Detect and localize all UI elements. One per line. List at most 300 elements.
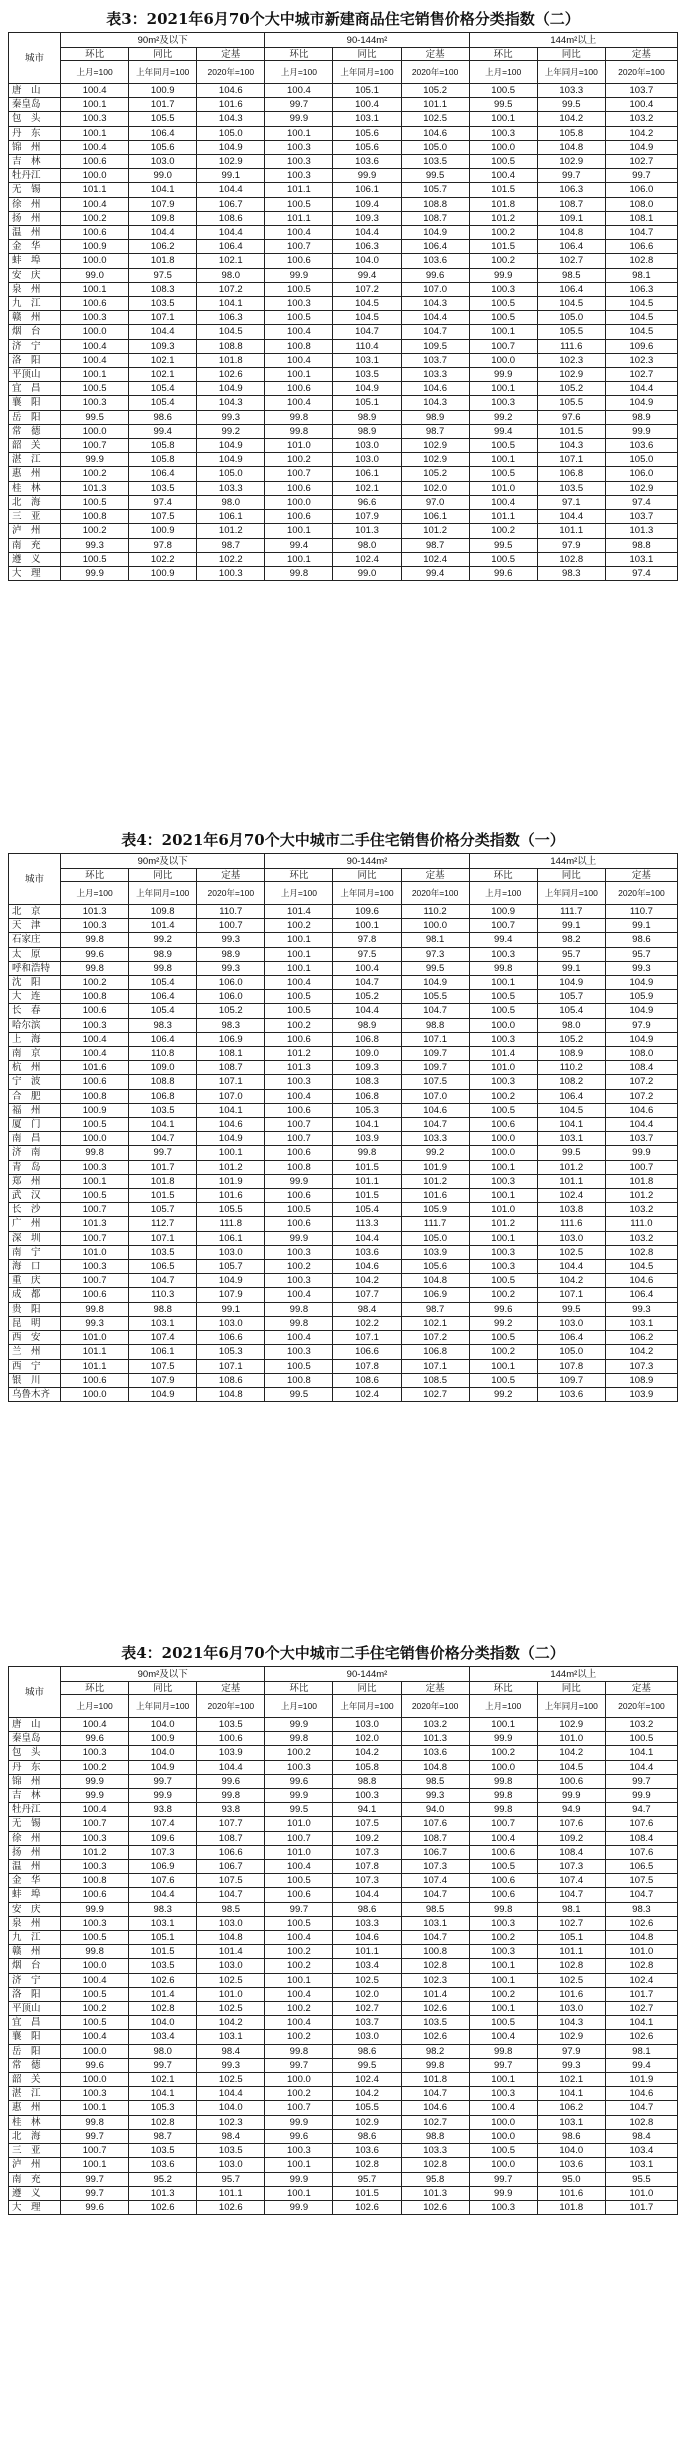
index-value: 100.5 <box>61 495 129 509</box>
index-value: 100.3 <box>265 1345 333 1359</box>
index-value: 106.6 <box>197 1845 265 1859</box>
index-value: 100.5 <box>469 84 537 98</box>
table-row <box>9 1203 678 1217</box>
index-value: 100.0 <box>61 1132 129 1146</box>
index-value: 100.9 <box>129 84 197 98</box>
city-name: 遵 义 <box>9 552 61 566</box>
index-value: 102.5 <box>537 1245 605 1259</box>
table-row <box>9 2002 678 2016</box>
city-name: 吉 林 <box>9 1789 61 1803</box>
index-value: 99.5 <box>265 1387 333 1401</box>
index-value: 97.9 <box>605 1018 677 1032</box>
index-value: 103.3 <box>333 1916 401 1930</box>
index-value: 100.1 <box>469 1973 537 1987</box>
index-value: 103.6 <box>333 2144 401 2158</box>
index-value: 97.9 <box>537 2044 605 2058</box>
index-value: 100.4 <box>61 1032 129 1046</box>
table-row <box>9 2129 678 2143</box>
index-value: 107.3 <box>401 1860 469 1874</box>
index-value: 104.1 <box>129 2087 197 2101</box>
index-value: 100.1 <box>265 552 333 566</box>
index-value: 101.0 <box>61 1245 129 1259</box>
index-value: 99.6 <box>61 2058 129 2072</box>
index-value: 102.4 <box>605 1973 677 1987</box>
index-value: 102.4 <box>401 552 469 566</box>
index-value: 101.9 <box>401 1160 469 1174</box>
index-value: 103.1 <box>605 552 677 566</box>
index-value: 99.9 <box>469 368 537 382</box>
index-value: 95.7 <box>333 2172 401 2186</box>
index-value: 100.5 <box>61 1931 129 1945</box>
index-value: 108.7 <box>197 1831 265 1845</box>
index-value: 101.4 <box>265 905 333 919</box>
index-value: 101.0 <box>265 1845 333 1859</box>
index-value: 98.3 <box>197 1018 265 1032</box>
index-value: 101.1 <box>333 1945 401 1959</box>
index-value: 99.9 <box>61 1774 129 1788</box>
index-value: 103.9 <box>401 1245 469 1259</box>
index-value: 106.9 <box>401 1288 469 1302</box>
index-value: 102.9 <box>537 368 605 382</box>
index-value: 99.6 <box>61 947 129 961</box>
index-value: 101.0 <box>605 1945 677 1959</box>
index-value: 99.3 <box>197 933 265 947</box>
index-value: 107.9 <box>197 1288 265 1302</box>
index-value: 103.9 <box>605 1387 677 1401</box>
index-value: 109.7 <box>401 1061 469 1075</box>
index-value: 100.2 <box>469 1089 537 1103</box>
index-value: 104.2 <box>333 2087 401 2101</box>
index-value: 100.3 <box>61 1746 129 1760</box>
index-value: 100.6 <box>469 1888 537 1902</box>
index-value: 104.6 <box>333 1260 401 1274</box>
index-value: 102.0 <box>333 1987 401 2001</box>
index-value: 100.3 <box>265 169 333 183</box>
city-name: 惠 州 <box>9 2101 61 2115</box>
index-value: 100.2 <box>265 1746 333 1760</box>
city-name: 深 圳 <box>9 1231 61 1245</box>
table-row <box>9 126 678 140</box>
index-value: 98.9 <box>605 410 677 424</box>
index-value: 101.5 <box>129 1945 197 1959</box>
index-value: 104.1 <box>605 1746 677 1760</box>
index-value: 100.2 <box>61 524 129 538</box>
index-value: 99.9 <box>265 112 333 126</box>
index-value: 100.2 <box>265 2002 333 2016</box>
index-value: 104.4 <box>333 1231 401 1245</box>
index-value: 100.4 <box>469 495 537 509</box>
index-value: 102.7 <box>605 2002 677 2016</box>
index-value: 99.1 <box>605 919 677 933</box>
index-value: 99.9 <box>469 1732 537 1746</box>
index-value: 99.8 <box>265 424 333 438</box>
index-value: 102.5 <box>197 2073 265 2087</box>
city-name: 成 都 <box>9 1288 61 1302</box>
city-name: 厦 门 <box>9 1118 61 1132</box>
measure-header: 环比 <box>61 869 129 882</box>
index-value: 102.7 <box>537 1916 605 1930</box>
index-value: 106.7 <box>401 1845 469 1859</box>
index-value: 100.7 <box>265 2101 333 2115</box>
index-value: 99.7 <box>265 1902 333 1916</box>
index-value: 99.0 <box>333 566 401 580</box>
city-name: 丹 东 <box>9 1760 61 1774</box>
city-name: 九 江 <box>9 1931 61 1945</box>
measure-header: 定基 <box>197 48 265 61</box>
table-row <box>9 1274 678 1288</box>
city-name: 惠 州 <box>9 467 61 481</box>
city-name: 哈尔滨 <box>9 1018 61 1032</box>
index-value: 98.3 <box>129 1018 197 1032</box>
index-value: 100.5 <box>469 467 537 481</box>
table-row <box>9 1316 678 1330</box>
measure-header: 定基 <box>401 869 469 882</box>
index-value: 100.4 <box>265 1860 333 1874</box>
city-name: 吉 林 <box>9 155 61 169</box>
index-value: 100.2 <box>469 254 537 268</box>
index-value: 106.3 <box>537 183 605 197</box>
city-name: 遵 义 <box>9 2186 61 2200</box>
index-value: 110.2 <box>401 905 469 919</box>
price-index-table <box>8 32 678 581</box>
index-value: 103.5 <box>197 2144 265 2158</box>
index-value: 104.9 <box>537 976 605 990</box>
index-value: 105.0 <box>537 1345 605 1359</box>
index-value: 106.8 <box>129 1089 197 1103</box>
index-value: 101.1 <box>61 1345 129 1359</box>
index-value: 104.7 <box>401 1931 469 1945</box>
index-value: 100.1 <box>469 325 537 339</box>
city-name: 徐 州 <box>9 197 61 211</box>
index-value: 104.1 <box>129 183 197 197</box>
index-value: 101.3 <box>605 524 677 538</box>
index-value: 100.3 <box>61 1860 129 1874</box>
base-period-header: 2020年=100 <box>605 61 677 84</box>
index-value: 101.4 <box>197 1945 265 1959</box>
index-value: 106.4 <box>401 240 469 254</box>
index-value: 98.1 <box>537 1902 605 1916</box>
index-value: 102.3 <box>401 1973 469 1987</box>
index-value: 108.2 <box>537 1075 605 1089</box>
city-name: 无 锡 <box>9 183 61 197</box>
area-group-header: 90m²及以下 <box>61 1667 265 1682</box>
index-value: 101.5 <box>129 1189 197 1203</box>
index-value: 101.2 <box>401 524 469 538</box>
base-period-header: 2020年=100 <box>401 882 469 905</box>
table-row <box>9 2058 678 2072</box>
table-row <box>9 2030 678 2044</box>
index-value: 107.5 <box>197 1874 265 1888</box>
table-row <box>9 1718 678 1732</box>
index-value: 97.4 <box>605 566 677 580</box>
index-value: 99.9 <box>265 1789 333 1803</box>
index-value: 104.7 <box>401 1118 469 1132</box>
table-row <box>9 2073 678 2087</box>
index-value: 107.6 <box>605 1845 677 1859</box>
index-value: 95.0 <box>537 2172 605 2186</box>
index-value: 112.7 <box>129 1217 197 1231</box>
index-value: 102.4 <box>333 2073 401 2087</box>
index-value: 99.4 <box>605 2058 677 2072</box>
table-row <box>9 424 678 438</box>
index-value: 104.4 <box>197 183 265 197</box>
table-row <box>9 919 678 933</box>
index-value: 104.3 <box>401 396 469 410</box>
index-value: 100.2 <box>61 1760 129 1774</box>
city-name: 金 华 <box>9 1874 61 1888</box>
index-value: 103.0 <box>333 2030 401 2044</box>
table-row <box>9 226 678 240</box>
city-name: 九 江 <box>9 297 61 311</box>
index-value: 100.4 <box>265 84 333 98</box>
index-value: 100.7 <box>61 2144 129 2158</box>
index-value: 104.9 <box>197 140 265 154</box>
index-value: 99.9 <box>265 2200 333 2214</box>
index-value: 103.0 <box>197 1916 265 1930</box>
table-row <box>9 1860 678 1874</box>
index-value: 100.2 <box>61 467 129 481</box>
index-value: 107.6 <box>129 1874 197 1888</box>
index-value: 100.4 <box>265 1288 333 1302</box>
index-value: 99.2 <box>197 424 265 438</box>
index-value: 105.2 <box>401 467 469 481</box>
index-value: 104.4 <box>197 1760 265 1774</box>
index-value: 100.4 <box>61 197 129 211</box>
base-period-header: 上月=100 <box>61 882 129 905</box>
index-value: 100.2 <box>469 1746 537 1760</box>
index-value: 107.5 <box>129 510 197 524</box>
index-value: 102.6 <box>333 2200 401 2214</box>
index-value: 103.7 <box>401 353 469 367</box>
index-value: 99.8 <box>265 1316 333 1330</box>
table-row <box>9 325 678 339</box>
index-value: 99.7 <box>129 2058 197 2072</box>
city-name: 太 原 <box>9 947 61 961</box>
index-value: 100.6 <box>265 1217 333 1231</box>
index-value: 99.7 <box>61 2186 129 2200</box>
index-value: 100.5 <box>61 1987 129 2001</box>
index-value: 103.0 <box>537 2002 605 2016</box>
index-value: 104.3 <box>197 112 265 126</box>
measure-header: 同比 <box>129 48 197 61</box>
index-value: 98.9 <box>197 947 265 961</box>
index-value: 100.3 <box>469 1260 537 1274</box>
index-value: 100.8 <box>265 339 333 353</box>
index-value: 103.1 <box>401 1916 469 1930</box>
city-name: 湛 江 <box>9 453 61 467</box>
index-value: 106.8 <box>537 467 605 481</box>
index-value: 95.5 <box>605 2172 677 2186</box>
index-value: 99.9 <box>265 1718 333 1732</box>
index-value: 100.5 <box>469 1373 537 1387</box>
index-value: 100.1 <box>469 453 537 467</box>
index-value: 100.5 <box>61 2016 129 2030</box>
index-value: 104.6 <box>333 1931 401 1945</box>
index-value: 100.2 <box>61 976 129 990</box>
table-row <box>9 197 678 211</box>
header-row-groups <box>9 33 678 48</box>
index-value: 102.1 <box>129 2073 197 2087</box>
table-row <box>9 453 678 467</box>
index-value: 110.7 <box>197 905 265 919</box>
index-value: 99.8 <box>333 1146 401 1160</box>
index-value: 100.6 <box>265 510 333 524</box>
index-value: 100.6 <box>469 1845 537 1859</box>
index-value: 104.0 <box>537 2144 605 2158</box>
area-group-header: 90m²及以下 <box>61 33 265 48</box>
index-value: 104.6 <box>605 2087 677 2101</box>
city-name: 大 理 <box>9 2200 61 2214</box>
index-value: 98.8 <box>129 1302 197 1316</box>
index-value: 100.3 <box>265 155 333 169</box>
index-value: 100.6 <box>61 1075 129 1089</box>
table-row <box>9 368 678 382</box>
measure-header: 同比 <box>537 48 605 61</box>
index-value: 98.4 <box>197 2129 265 2143</box>
index-value: 100.9 <box>129 1732 197 1746</box>
city-name: 桂 林 <box>9 2115 61 2129</box>
index-value: 104.4 <box>605 382 677 396</box>
index-value: 97.4 <box>605 495 677 509</box>
index-value: 100.1 <box>265 1973 333 1987</box>
table-row <box>9 1359 678 1373</box>
index-value: 103.0 <box>197 1959 265 1973</box>
index-value: 101.3 <box>401 1732 469 1746</box>
index-value: 102.6 <box>605 2030 677 2044</box>
index-value: 100.5 <box>61 1118 129 1132</box>
index-value: 103.8 <box>537 1203 605 1217</box>
city-name: 兰 州 <box>9 1345 61 1359</box>
index-value: 104.9 <box>605 976 677 990</box>
index-value: 107.1 <box>401 1032 469 1046</box>
city-name: 三 亚 <box>9 2144 61 2158</box>
area-group-header: 90-144m² <box>265 854 469 869</box>
index-value: 103.7 <box>333 2016 401 2030</box>
index-value: 100.6 <box>61 1004 129 1018</box>
index-value: 101.1 <box>537 1945 605 1959</box>
index-value: 101.0 <box>61 1331 129 1345</box>
index-value: 100.3 <box>265 1274 333 1288</box>
index-value: 98.6 <box>333 2129 401 2143</box>
index-value: 100.5 <box>469 1331 537 1345</box>
index-value: 102.1 <box>333 481 401 495</box>
index-value: 102.2 <box>333 1316 401 1330</box>
index-value: 110.8 <box>129 1047 197 1061</box>
index-value: 104.4 <box>197 2087 265 2101</box>
measure-header: 同比 <box>129 1682 197 1695</box>
index-value: 101.0 <box>469 1061 537 1075</box>
index-value: 103.5 <box>537 481 605 495</box>
index-value: 99.7 <box>469 2058 537 2072</box>
index-value: 105.0 <box>401 1231 469 1245</box>
index-value: 100.4 <box>61 1803 129 1817</box>
index-value: 100.5 <box>469 990 537 1004</box>
base-period-header: 上年同月=100 <box>537 1695 605 1718</box>
header-row-groups <box>9 1667 678 1682</box>
index-value: 100.5 <box>265 1203 333 1217</box>
index-value: 101.1 <box>469 510 537 524</box>
index-value: 101.1 <box>265 211 333 225</box>
index-value: 104.4 <box>537 510 605 524</box>
index-value: 97.8 <box>129 538 197 552</box>
index-value: 108.4 <box>605 1061 677 1075</box>
measure-header: 定基 <box>605 48 677 61</box>
index-value: 104.1 <box>197 1103 265 1117</box>
index-value: 100.2 <box>469 524 537 538</box>
index-value: 102.2 <box>197 552 265 566</box>
city-name: 温 州 <box>9 226 61 240</box>
index-value: 100.2 <box>469 1288 537 1302</box>
table-title: 表4：2021年6月70个大中城市二手住宅销售价格分类指数（一） <box>121 831 565 849</box>
index-value: 99.7 <box>129 1146 197 1160</box>
base-period-header: 上月=100 <box>265 882 333 905</box>
index-value: 99.5 <box>265 1803 333 1817</box>
table-row <box>9 240 678 254</box>
table-row <box>9 1174 678 1188</box>
index-value: 100.2 <box>265 1260 333 1274</box>
index-value: 103.5 <box>401 2016 469 2030</box>
table-row <box>9 1288 678 1302</box>
index-value: 100.7 <box>265 1831 333 1845</box>
index-value: 99.3 <box>61 1316 129 1330</box>
index-value: 100.8 <box>61 1089 129 1103</box>
index-value: 100.7 <box>605 1160 677 1174</box>
index-value: 105.8 <box>129 453 197 467</box>
index-value: 105.7 <box>129 1203 197 1217</box>
area-group-header: 90-144m² <box>265 33 469 48</box>
index-value: 108.7 <box>537 197 605 211</box>
base-period-header: 上年同月=100 <box>333 1695 401 1718</box>
index-value: 99.8 <box>265 1302 333 1316</box>
index-value: 99.2 <box>129 933 197 947</box>
index-value: 106.5 <box>605 1860 677 1874</box>
index-value: 103.0 <box>537 1231 605 1245</box>
index-value: 100.3 <box>469 1916 537 1930</box>
city-name: 北 海 <box>9 495 61 509</box>
measure-header: 环比 <box>469 1682 537 1695</box>
index-value: 107.4 <box>129 1817 197 1831</box>
index-value: 104.5 <box>537 297 605 311</box>
index-value: 101.9 <box>605 2073 677 2087</box>
index-value: 103.7 <box>605 84 677 98</box>
index-value: 104.1 <box>197 297 265 311</box>
index-value: 107.1 <box>333 1331 401 1345</box>
index-value: 103.7 <box>605 510 677 524</box>
index-value: 100.4 <box>265 1089 333 1103</box>
index-value: 104.7 <box>197 1888 265 1902</box>
index-value: 104.2 <box>537 112 605 126</box>
index-value: 111.6 <box>537 1217 605 1231</box>
index-value: 102.6 <box>401 2030 469 2044</box>
city-name: 南 宁 <box>9 1245 61 1259</box>
index-value: 104.7 <box>401 2087 469 2101</box>
index-value: 109.0 <box>333 1047 401 1061</box>
index-value: 103.6 <box>401 254 469 268</box>
city-name: 唐 山 <box>9 84 61 98</box>
base-period-header: 上年同月=100 <box>129 1695 197 1718</box>
index-value: 100.4 <box>469 169 537 183</box>
index-value: 99.3 <box>537 2058 605 2072</box>
index-value: 103.6 <box>605 439 677 453</box>
index-value: 102.8 <box>129 2115 197 2129</box>
table-row <box>9 1345 678 1359</box>
city-name: 岳 阳 <box>9 410 61 424</box>
index-value: 98.0 <box>333 538 401 552</box>
index-value: 100.7 <box>61 1817 129 1831</box>
index-value: 99.8 <box>401 2058 469 2072</box>
table-row <box>9 1931 678 1945</box>
index-value: 104.9 <box>401 226 469 240</box>
